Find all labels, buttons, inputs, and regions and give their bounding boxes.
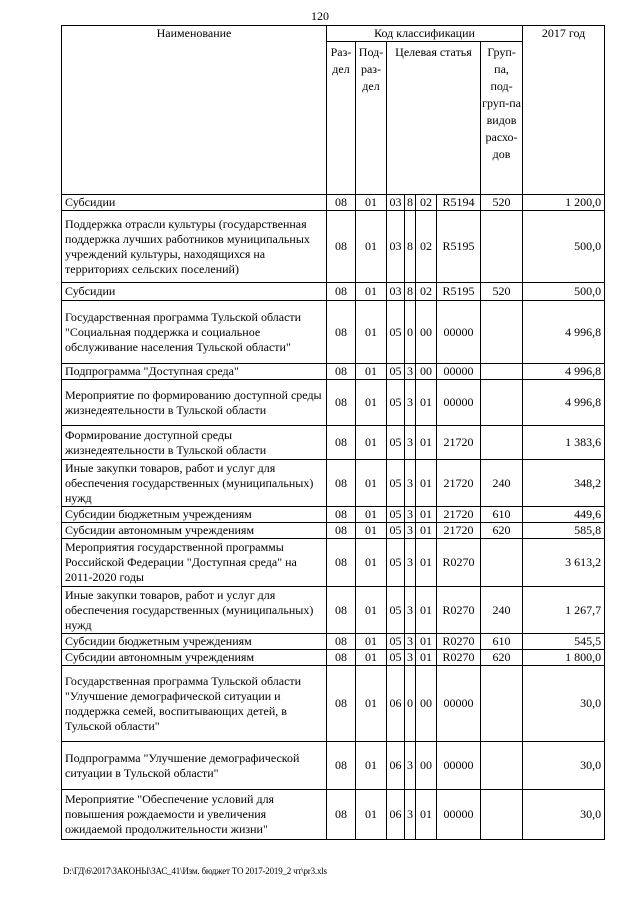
row-expense-type: 520 — [481, 195, 523, 211]
row-target-part1: 05 — [387, 634, 405, 650]
row-name: Иные закупки товаров, работ и услуг для обеспечения государственных (муниципальных) нужд — [62, 587, 327, 634]
row-name: Субсидии автономным учреждениям — [62, 523, 327, 539]
row-expense-type: 520 — [481, 283, 523, 301]
row-amount: 4 996,8 — [523, 380, 605, 426]
row-target-part3: 01 — [416, 426, 437, 460]
row-target-part2: 3 — [405, 426, 416, 460]
row-target-part3: 01 — [416, 790, 437, 840]
row-target-part3: 01 — [416, 507, 437, 523]
row-target-part2: 3 — [405, 364, 416, 380]
row-expense-type — [481, 211, 523, 283]
row-target-part2: 3 — [405, 634, 416, 650]
row-target-part3: 02 — [416, 195, 437, 211]
row-target-part3: 02 — [416, 211, 437, 283]
header-expense-group: Груп-па, под-груп-па видов расхо-дов — [481, 42, 523, 195]
row-razdel: 08 — [327, 523, 356, 539]
row-target-part2: 3 — [405, 587, 416, 634]
row-amount: 30,0 — [523, 742, 605, 790]
row-name: Поддержка отрасли культуры (государственная поддержка лучших работников муниципальных учреждений культуры, находящихся на территориях сельских поселений) — [62, 211, 327, 283]
row-name: Государственная программа Тульской области "Социальная поддержка и социальное обслуживание населения Тульской области" — [62, 301, 327, 364]
header-target-article: Целевая статья — [387, 42, 481, 195]
row-target-part4: 00000 — [437, 364, 481, 380]
row-expense-type: 620 — [481, 523, 523, 539]
budget-table — [61, 25, 605, 840]
file-path-footer: D:\ГД\6\2017\ЗАКОНЫ\ЗАС_41\Изм. бюджет ТО 2017-2019_2 чт\pr3.xls — [63, 866, 327, 876]
row-target-part4: R5195 — [437, 211, 481, 283]
row-razdel: 08 — [327, 460, 356, 507]
row-amount: 4 996,8 — [523, 301, 605, 364]
row-podrazdel: 01 — [356, 742, 387, 790]
header-code-group: Код классификации — [327, 26, 523, 42]
row-target-part1: 05 — [387, 507, 405, 523]
row-target-part3: 01 — [416, 587, 437, 634]
row-podrazdel: 01 — [356, 790, 387, 840]
row-target-part4: R0270 — [437, 539, 481, 587]
row-razdel: 08 — [327, 790, 356, 840]
row-target-part1: 05 — [387, 650, 405, 666]
table-row — [62, 380, 605, 426]
row-expense-type: 240 — [481, 587, 523, 634]
row-target-part2: 3 — [405, 380, 416, 426]
row-podrazdel: 01 — [356, 666, 387, 742]
table-row — [62, 426, 605, 460]
row-razdel: 08 — [327, 380, 356, 426]
row-target-part4: 00000 — [437, 301, 481, 364]
table-row — [62, 539, 605, 587]
row-expense-type — [481, 301, 523, 364]
table-row — [62, 523, 605, 539]
row-target-part1: 05 — [387, 539, 405, 587]
header-name: Наименование — [62, 26, 327, 195]
row-razdel: 08 — [327, 539, 356, 587]
row-razdel: 08 — [327, 283, 356, 301]
row-name: Субсидии — [62, 283, 327, 301]
row-amount: 1 800,0 — [523, 650, 605, 666]
row-amount: 585,8 — [523, 523, 605, 539]
row-name: Мероприятие "Обеспечение условий для повышения рождаемости и увеличения ожидаемой продолжительности жизни" — [62, 790, 327, 840]
row-expense-type: 610 — [481, 507, 523, 523]
row-amount: 30,0 — [523, 666, 605, 742]
row-razdel: 08 — [327, 195, 356, 211]
row-amount: 3 613,2 — [523, 539, 605, 587]
row-podrazdel: 01 — [356, 195, 387, 211]
row-podrazdel: 01 — [356, 523, 387, 539]
row-amount: 545,5 — [523, 634, 605, 650]
row-target-part1: 03 — [387, 211, 405, 283]
row-name: Формирование доступной среды жизнедеятельности в Тульской области — [62, 426, 327, 460]
row-target-part3: 00 — [416, 666, 437, 742]
row-podrazdel: 01 — [356, 650, 387, 666]
header-year: 2017 год — [523, 26, 605, 195]
row-amount: 30,0 — [523, 790, 605, 840]
row-target-part4: 21720 — [437, 507, 481, 523]
row-name: Субсидии бюджетным учреждениям — [62, 507, 327, 523]
row-expense-type — [481, 666, 523, 742]
table-row — [62, 790, 605, 840]
row-amount: 500,0 — [523, 283, 605, 301]
row-target-part1: 03 — [387, 283, 405, 301]
row-amount: 500,0 — [523, 211, 605, 283]
row-target-part4: 21720 — [437, 523, 481, 539]
row-target-part3: 00 — [416, 301, 437, 364]
row-name: Иные закупки товаров, работ и услуг для обеспечения государственных (муниципальных) нужд — [62, 460, 327, 507]
row-podrazdel: 01 — [356, 364, 387, 380]
row-amount: 449,6 — [523, 507, 605, 523]
row-razdel: 08 — [327, 507, 356, 523]
row-razdel: 08 — [327, 211, 356, 283]
row-expense-type: 610 — [481, 634, 523, 650]
row-target-part3: 00 — [416, 742, 437, 790]
table-row — [62, 634, 605, 650]
row-expense-type: 240 — [481, 460, 523, 507]
row-expense-type — [481, 742, 523, 790]
row-name: Подпрограмма "Доступная среда" — [62, 364, 327, 380]
row-target-part2: 8 — [405, 211, 416, 283]
header-subsection: Под-раз-дел — [356, 42, 387, 195]
row-name: Мероприятия государственной программы Российской Федерации "Доступная среда" на 2011-2020 годы — [62, 539, 327, 587]
row-razdel: 08 — [327, 634, 356, 650]
row-target-part3: 02 — [416, 283, 437, 301]
table-row — [62, 666, 605, 742]
row-amount: 348,2 — [523, 460, 605, 507]
row-target-part2: 8 — [405, 195, 416, 211]
row-name: Субсидии бюджетным учреждениям — [62, 634, 327, 650]
row-target-part4: 00000 — [437, 790, 481, 840]
row-target-part2: 3 — [405, 539, 416, 587]
row-expense-type — [481, 539, 523, 587]
row-expense-type — [481, 364, 523, 380]
table-row — [62, 364, 605, 380]
row-target-part3: 00 — [416, 364, 437, 380]
table-row — [62, 650, 605, 666]
row-target-part4: 00000 — [437, 742, 481, 790]
row-target-part4: 21720 — [437, 460, 481, 507]
row-amount: 4 996,8 — [523, 364, 605, 380]
row-razdel: 08 — [327, 301, 356, 364]
table-row — [62, 211, 605, 283]
row-expense-type: 620 — [481, 650, 523, 666]
row-name: Мероприятие по формированию доступной среды жизнедеятельности в Тульской области — [62, 380, 327, 426]
row-target-part4: R5194 — [437, 195, 481, 211]
row-podrazdel: 01 — [356, 507, 387, 523]
row-razdel: 08 — [327, 650, 356, 666]
row-target-part1: 05 — [387, 426, 405, 460]
row-name: Субсидии автономным учреждениям — [62, 650, 327, 666]
row-target-part2: 3 — [405, 790, 416, 840]
row-target-part2: 3 — [405, 742, 416, 790]
row-target-part1: 05 — [387, 460, 405, 507]
row-podrazdel: 01 — [356, 301, 387, 364]
row-razdel: 08 — [327, 426, 356, 460]
row-target-part1: 05 — [387, 380, 405, 426]
row-target-part4: 21720 — [437, 426, 481, 460]
row-target-part2: 3 — [405, 523, 416, 539]
row-expense-type — [481, 790, 523, 840]
row-amount: 1 383,6 — [523, 426, 605, 460]
table-row — [62, 195, 605, 211]
row-razdel: 08 — [327, 666, 356, 742]
header-row — [62, 26, 605, 42]
row-amount: 1 267,7 — [523, 587, 605, 634]
row-target-part2: 3 — [405, 507, 416, 523]
row-target-part4: R0270 — [437, 634, 481, 650]
row-expense-type — [481, 426, 523, 460]
table-row — [62, 507, 605, 523]
row-target-part3: 01 — [416, 634, 437, 650]
row-amount: 1 200,0 — [523, 195, 605, 211]
row-podrazdel: 01 — [356, 539, 387, 587]
row-razdel: 08 — [327, 587, 356, 634]
row-target-part4: R0270 — [437, 587, 481, 634]
row-target-part2: 8 — [405, 283, 416, 301]
row-target-part1: 06 — [387, 790, 405, 840]
row-podrazdel: 01 — [356, 634, 387, 650]
row-podrazdel: 01 — [356, 426, 387, 460]
row-target-part4: 00000 — [437, 666, 481, 742]
row-target-part4: R5195 — [437, 283, 481, 301]
table-row — [62, 301, 605, 364]
row-target-part4: R0270 — [437, 650, 481, 666]
row-target-part1: 05 — [387, 523, 405, 539]
table-body — [62, 195, 605, 840]
row-podrazdel: 01 — [356, 283, 387, 301]
row-name: Подпрограмма "Улучшение демографической ситуации в Тульской области" — [62, 742, 327, 790]
table-row — [62, 742, 605, 790]
row-target-part1: 06 — [387, 742, 405, 790]
row-target-part3: 01 — [416, 380, 437, 426]
row-target-part1: 05 — [387, 364, 405, 380]
table-row — [62, 283, 605, 301]
row-podrazdel: 01 — [356, 460, 387, 507]
row-target-part3: 01 — [416, 539, 437, 587]
row-target-part2: 3 — [405, 650, 416, 666]
row-name: Субсидии — [62, 195, 327, 211]
row-target-part3: 01 — [416, 650, 437, 666]
row-podrazdel: 01 — [356, 211, 387, 283]
row-target-part3: 01 — [416, 523, 437, 539]
row-target-part2: 3 — [405, 460, 416, 507]
row-expense-type — [481, 380, 523, 426]
table-row — [62, 587, 605, 634]
row-target-part1: 03 — [387, 195, 405, 211]
header-section: Раз-дел — [327, 42, 356, 195]
row-podrazdel: 01 — [356, 587, 387, 634]
row-podrazdel: 01 — [356, 380, 387, 426]
row-target-part2: 0 — [405, 666, 416, 742]
row-target-part2: 0 — [405, 301, 416, 364]
row-target-part1: 05 — [387, 587, 405, 634]
row-razdel: 08 — [327, 742, 356, 790]
row-name: Государственная программа Тульской области "Улучшение демографической ситуации и поддержка семей, воспитывающих детей, в Тульской области" — [62, 666, 327, 742]
page-number: 120 — [311, 9, 329, 23]
row-target-part4: 00000 — [437, 380, 481, 426]
row-target-part1: 05 — [387, 301, 405, 364]
row-target-part1: 06 — [387, 666, 405, 742]
row-target-part3: 01 — [416, 460, 437, 507]
row-razdel: 08 — [327, 364, 356, 380]
table-row — [62, 460, 605, 507]
